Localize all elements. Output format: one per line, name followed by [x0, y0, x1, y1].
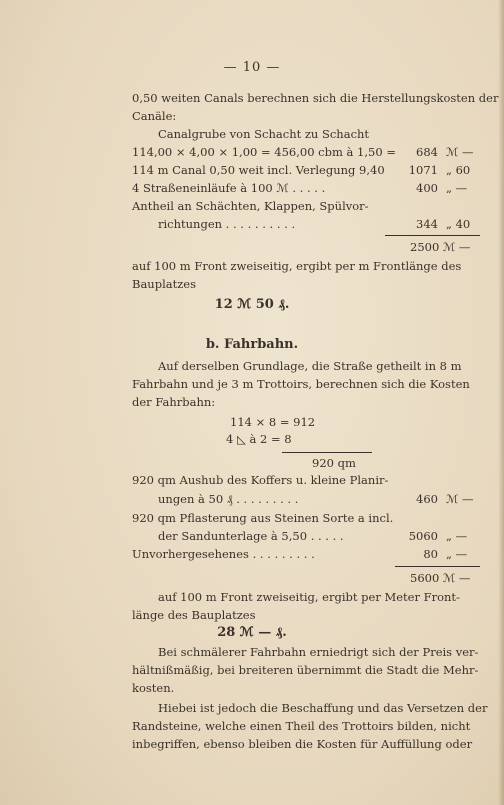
calc-rule: [282, 452, 372, 453]
paragraph-line: inbegriffen, ebenso bleiben die Kosten für Auffüllung oder: [132, 737, 473, 751]
cost-row-text: Unvorhergesehenes . . . . . . . . .: [132, 547, 315, 561]
cost-row-amount: 400: [416, 181, 438, 195]
cost-row-text: richtungen . . . . . . . . . .: [158, 217, 296, 231]
cost-row-unit: ℳ —: [446, 145, 474, 159]
sum-rule: [385, 235, 480, 236]
intro-line-2: Canäle:: [132, 109, 177, 123]
conclusion-line-1: auf 100 m Front zweiseitig, ergibt per m Frontlänge des: [132, 259, 462, 273]
sum-rule: [395, 566, 480, 567]
result-value: 28 ℳ — ₰.: [217, 625, 287, 640]
intro-line-1: Auf derselben Grundlage, die Straße getheilt in 8 m: [158, 359, 462, 373]
cost-row-amount: 344: [416, 217, 438, 231]
sum-total: 5600 ℳ —: [410, 571, 471, 585]
calc-line-1: 114 × 8 = 912: [230, 415, 316, 429]
cost-row-amount: 5060: [408, 529, 438, 543]
cost-row-unit: „ —: [446, 529, 468, 543]
conclusion-line-2: Bauplatzes: [132, 277, 196, 291]
cost-row-unit: „ 40: [446, 217, 471, 231]
page-edge-shadow: [498, 0, 504, 805]
paragraph-line: Hiebei ist jedoch die Beschaffung und das Versetzen der: [158, 701, 488, 715]
cost-row-text: 920 qm Aushub des Koffers u. kleine Planir-: [132, 473, 389, 487]
cost-row-text: 920 qm Pflasterung aus Steinen Sorte a incl.: [132, 511, 394, 525]
calc-total: 920 qm: [312, 456, 356, 470]
cost-row-text: ungen à 50 ₰ . . . . . . . . .: [158, 492, 299, 506]
cost-row-unit: „ —: [446, 547, 468, 561]
cost-row-unit: „ —: [446, 181, 468, 195]
paragraph-line: kosten.: [132, 681, 175, 695]
cost-row-text: der Sandunterlage à 5,50 . . . . .: [158, 529, 344, 543]
cost-row-amount: 80: [423, 547, 438, 561]
intro-line-3: der Fahrbahn:: [132, 395, 216, 409]
result-value: 12 ℳ 50 ₰.: [214, 297, 290, 312]
cost-row-amount: 1071: [408, 163, 438, 177]
paragraph-line: Randsteine, welche einen Theil des Trottoirs bilden, nicht: [132, 719, 471, 733]
cost-row-text: 114,00 × 4,00 × 1,00 = 456,00 cbm à 1,50 =: [132, 145, 396, 159]
paragraph-line: Bei schmälerer Fahrbahn erniedrigt sich der Preis ver-: [158, 645, 479, 659]
sum-total: 2500 ℳ —: [410, 240, 471, 254]
item-title: Canalgrube von Schacht zu Schacht: [158, 127, 370, 141]
cost-row-unit: ℳ —: [446, 492, 474, 506]
conclusion-line-2: länge des Bauplatzes: [132, 608, 256, 622]
cost-row-amount: 460: [416, 492, 438, 506]
page-number: — 10 —: [223, 60, 281, 75]
cost-row-amount: 684: [416, 145, 438, 159]
cost-row-unit: „ 60: [446, 163, 471, 177]
cost-row-text: Antheil an Schächten, Klappen, Spülvor-: [132, 199, 369, 213]
paragraph-line: hältnißmäßig, bei breiteren übernimmt die Stadt die Mehr-: [132, 663, 479, 677]
intro-line-2: Fahrbahn und je 3 m Trottoirs, berechnen sich die Kosten: [132, 377, 470, 391]
cost-row-text: 4 Straßeneinläufe à 100 ℳ . . . . .: [132, 181, 326, 195]
calc-line-2: 4 ◺ à 2 = 8: [226, 432, 292, 446]
cost-row-text: 114 m Canal 0,50 weit incl. Verlegung 9,40: [132, 163, 385, 177]
section-heading: b. Fahrbahn.: [205, 337, 299, 352]
intro-line-1: 0,50 weiten Canals berechnen sich die Herstellungskosten der: [132, 91, 499, 105]
conclusion-line-1: auf 100 m Front zweiseitig, ergibt per Meter Front-: [158, 590, 460, 604]
